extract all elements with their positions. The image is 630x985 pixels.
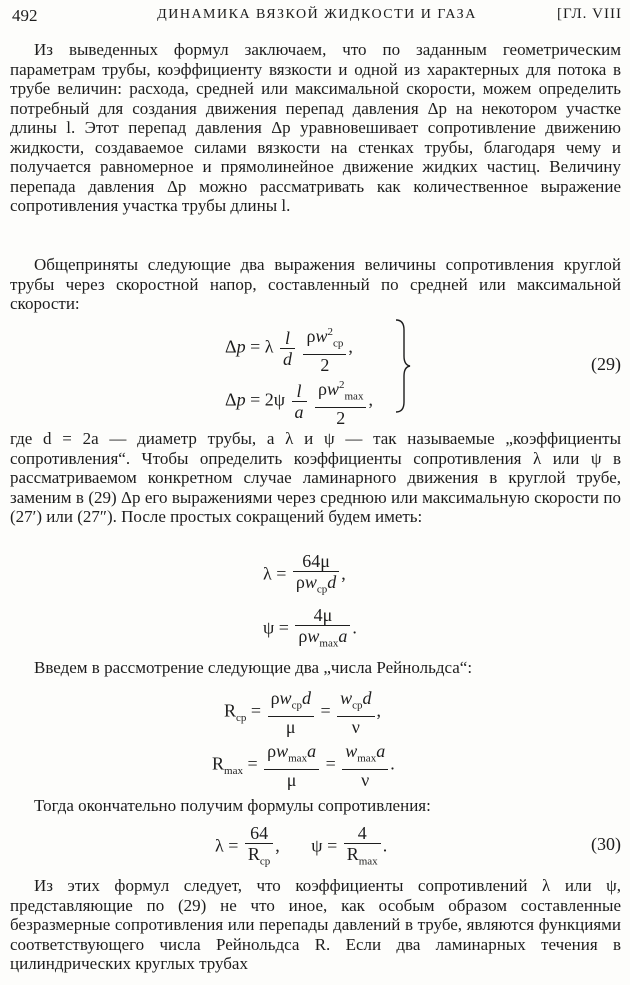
equation-lambda: λ = $\frac{64\mu}{\rho w_{ср}d}$ ,	[263, 551, 346, 596]
paragraph-4: Введем в рассмотрение следующие два „числа Рейнольдса“:	[34, 658, 473, 677]
page-header	[12, 6, 622, 30]
paragraph-5: Тогда окончательно получим формулы сопротивления:	[34, 796, 431, 815]
paragraph-6: Из этих формул следует, что коэффициенты сопротивлений λ или ψ, представляющие по (29) не что иное, как особым образом составленные безразмерные сопротивления или перепады давлений в трубе, являются функциями соответствующего числа Рейнольдса R. Если два ламинарных течения в цилиндрических круглых трубах	[10, 876, 621, 973]
equation-29-first: Δp = λ $\frac{l}{d}$ $\frac{\rho w^2_{ср}}{2}$ ,	[225, 322, 353, 375]
chapter-label: [ГЛ. VIII	[556, 6, 622, 22]
paragraph-2: Общеприняты следующие два выражения величины сопротивления круглой трубы через скоростной напор, составленный по средней или максимальной скорости:	[10, 255, 621, 313]
page-number: 492	[12, 6, 38, 25]
equation-30: λ = $\frac{64}{R_{ср}}$ , ψ = $\frac{4}{R_{max}}$ .	[215, 823, 388, 868]
equation-number-30: (30)	[591, 834, 621, 854]
equation-29-second: Δp = 2ψ $\frac{l}{a}$ $\frac{\rho w^2_{max}}{2}$ ,	[225, 375, 373, 428]
paragraph-3: где d = 2a — диаметр трубы, а λ и ψ — так называемые „коэффициенты сопротивления“. Чтобы определить коэффициенты сопротивления λ или ψ в рассматриваемом конкретном случае ламинарного движения в круглой трубе, заменим в (29) Δp его выражениями через среднюю или максимальную скорости по (27′) или (27″). После простых сокращений будем иметь:	[10, 429, 621, 526]
right-brace	[392, 318, 412, 414]
paragraph-1: Из выведенных формул заключаем, что по заданным геометрическим параметрам трубы, коэффициенту вязкости и одной из характерных для потока в трубе величин: расхода, средней или максимальной скорости, можем определить потребный для создания движения перепад давления Δp на некотором участке длины l. Этот перепад давления Δp уравновешивает сопротивление движению жидкости, создаваемое силами вязкости на стенках трубы, благодаря чему и получается равномерное и прямолинейное движение жидких частиц. Величину перепада давления Δp можно рассматривать как количественное выражение сопротивления участка трубы длины l.	[10, 40, 621, 215]
running-title: ДИНАМИКА ВЯЗКОЙ ЖИДКОСТИ И ГАЗА	[157, 7, 477, 22]
equation-reynolds-cp: $R_{ср}$ = $\frac{\rho w_{ср}d}{\mu}$ = $\frac{w_{ср}d}{\nu}$ ,	[224, 688, 382, 737]
equation-reynolds-max: $R_{max}$ = $\frac{\rho w_{max}a}{\mu}$ = $\frac{w_{max}a}{\nu}$ .	[212, 741, 395, 790]
equation-psi: ψ = $\frac{4\mu}{\rho w_{max}a}$ .	[263, 605, 357, 650]
equation-number-29: (29)	[591, 354, 621, 374]
